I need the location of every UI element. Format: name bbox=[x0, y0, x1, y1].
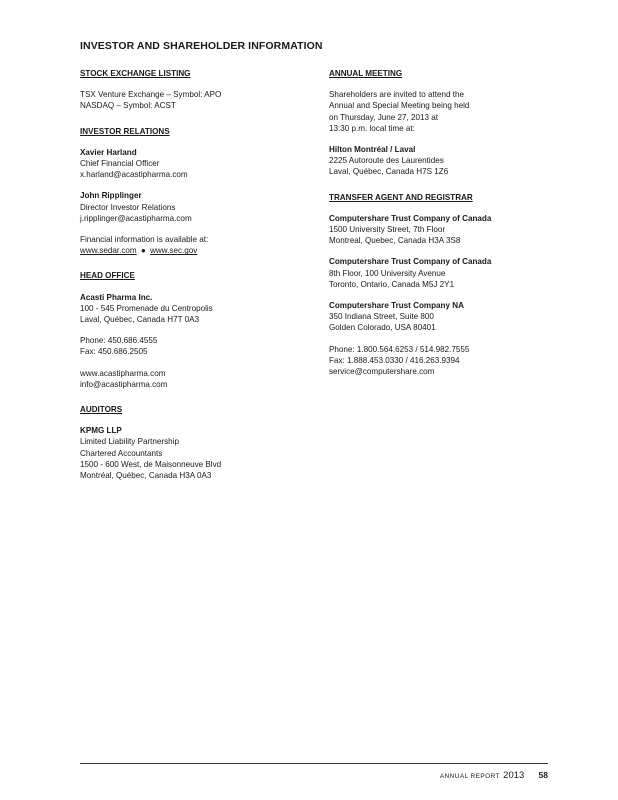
agent-email[interactable]: service@computershare.com bbox=[329, 367, 435, 377]
head-office-section bbox=[80, 270, 310, 390]
page-number: 58 bbox=[538, 770, 548, 780]
agent-address: Montreal, Quebec, Canada H3A 3S8 bbox=[329, 236, 461, 246]
sec-link[interactable]: www.sec.gov bbox=[150, 246, 198, 256]
stock-exchange-heading: STOCK EXCHANGE LISTING bbox=[80, 69, 191, 78]
bullet-separator: ● bbox=[140, 246, 146, 256]
investor-relations-section bbox=[80, 126, 310, 257]
agent-office bbox=[329, 213, 559, 247]
meeting-text: 13:30 p.m. local time at: bbox=[329, 123, 415, 133]
annual-meeting-section bbox=[329, 68, 559, 178]
nasdaq-listing: NASDAQ – Symbol: ACST bbox=[80, 101, 176, 111]
financial-info-note: Financial information is available at: bbox=[80, 235, 209, 245]
auditor-line: Montréal, Québec, Canada H3A 0A3 bbox=[80, 471, 212, 481]
agent-office bbox=[329, 256, 559, 290]
head-office-address bbox=[80, 292, 310, 326]
page-footer bbox=[440, 770, 548, 781]
venue-address: Laval, Québec, Canada H7S 1Z6 bbox=[329, 167, 449, 177]
contact-role: Director Investor Relations bbox=[80, 202, 176, 212]
address-line: 100 - 545 Promenade du Centropolis bbox=[80, 303, 213, 313]
annual-meeting-heading: ANNUAL MEETING bbox=[329, 69, 403, 78]
agent-name: Computershare Trust Company of Canada bbox=[329, 257, 492, 267]
contact-email[interactable]: j.ripplinger@acastipharma.com bbox=[80, 213, 192, 223]
agent-name: Computershare Trust Company of Canada bbox=[329, 213, 492, 223]
website-link[interactable]: www.acastipharma.com bbox=[80, 368, 166, 378]
phone-number: Phone: 450.686.4555 bbox=[80, 336, 158, 346]
auditor-line: Chartered Accountants bbox=[80, 448, 163, 458]
footer-year: 2013 bbox=[503, 770, 525, 781]
footer-divider bbox=[80, 763, 548, 764]
agent-address: Toronto, Ontario, Canada M5J 2Y1 bbox=[329, 279, 455, 289]
agent-address: Golden Colorado, USA 80401 bbox=[329, 323, 436, 333]
meeting-venue bbox=[329, 144, 559, 178]
contact-card bbox=[80, 147, 310, 181]
transfer-agent-heading: TRANSFER AGENT AND REGISTRAR bbox=[329, 192, 473, 202]
page-title: INVESTOR AND SHAREHOLDER INFORMATION bbox=[80, 40, 323, 52]
agent-phone: Phone: 1.800.564.6253 / 514.982.7555 bbox=[329, 344, 470, 354]
investor-relations-heading: INVESTOR RELATIONS bbox=[80, 126, 170, 136]
contact-email[interactable]: x.harland@acastipharma.com bbox=[80, 170, 188, 180]
contact-name: Xavier Harland bbox=[80, 147, 137, 157]
contact-role: Chief Financial Officer bbox=[80, 159, 160, 169]
meeting-description bbox=[329, 89, 559, 134]
head-office-web bbox=[80, 368, 310, 390]
venue-name: Hilton Montréal / Laval bbox=[329, 145, 416, 155]
footer-label: ANNUAL REPORT bbox=[439, 773, 500, 780]
tsx-listing: TSX Venture Exchange – Symbol: APO bbox=[80, 90, 222, 100]
agent-address: 350 Indiana Street, Suite 800 bbox=[329, 312, 434, 322]
contact-card bbox=[80, 190, 310, 224]
left-column bbox=[80, 68, 310, 495]
agent-name: Computershare Trust Company NA bbox=[329, 301, 464, 311]
auditor-name: KPMG LLP bbox=[80, 426, 122, 436]
agent-office bbox=[329, 300, 559, 334]
auditors-section bbox=[80, 404, 310, 481]
meeting-text: Annual and Special Meeting being held bbox=[329, 101, 470, 111]
meeting-text: on Thursday, June 27, 2013 at bbox=[329, 112, 439, 122]
agent-contact bbox=[329, 344, 559, 378]
auditors-heading: AUDITORS bbox=[80, 405, 123, 415]
head-office-heading: HEAD OFFICE bbox=[80, 271, 135, 281]
stock-exchange-section bbox=[80, 68, 310, 112]
transfer-agent-section bbox=[329, 192, 559, 378]
company-name: Acasti Pharma Inc. bbox=[80, 292, 153, 302]
agent-fax: Fax: 1.888.453.0330 / 416.263.9394 bbox=[329, 355, 460, 365]
head-office-phones bbox=[80, 335, 310, 357]
auditor-line: 1500 - 600 West, de Maisonneuve Blvd bbox=[80, 459, 222, 469]
info-email[interactable]: info@acastipharma.com bbox=[80, 379, 168, 389]
right-column bbox=[329, 68, 559, 391]
agent-address: 8th Floor, 100 University Avenue bbox=[329, 268, 446, 278]
address-line: Laval, Québec, Canada H7T 0A3 bbox=[80, 315, 200, 325]
sedar-link[interactable]: www.sedar.com bbox=[80, 246, 137, 256]
contact-name: John Ripplinger bbox=[80, 191, 142, 201]
agent-address: 1500 University Street, 7th Floor bbox=[329, 225, 446, 235]
auditor-line: Limited Liability Partnership bbox=[80, 437, 179, 447]
financial-links bbox=[80, 245, 310, 256]
meeting-text: Shareholders are invited to attend the bbox=[329, 90, 464, 100]
fax-number: Fax: 450.686.2505 bbox=[80, 347, 148, 357]
venue-address: 2225 Autoroute des Laurentides bbox=[329, 156, 444, 166]
financial-info bbox=[80, 234, 310, 256]
